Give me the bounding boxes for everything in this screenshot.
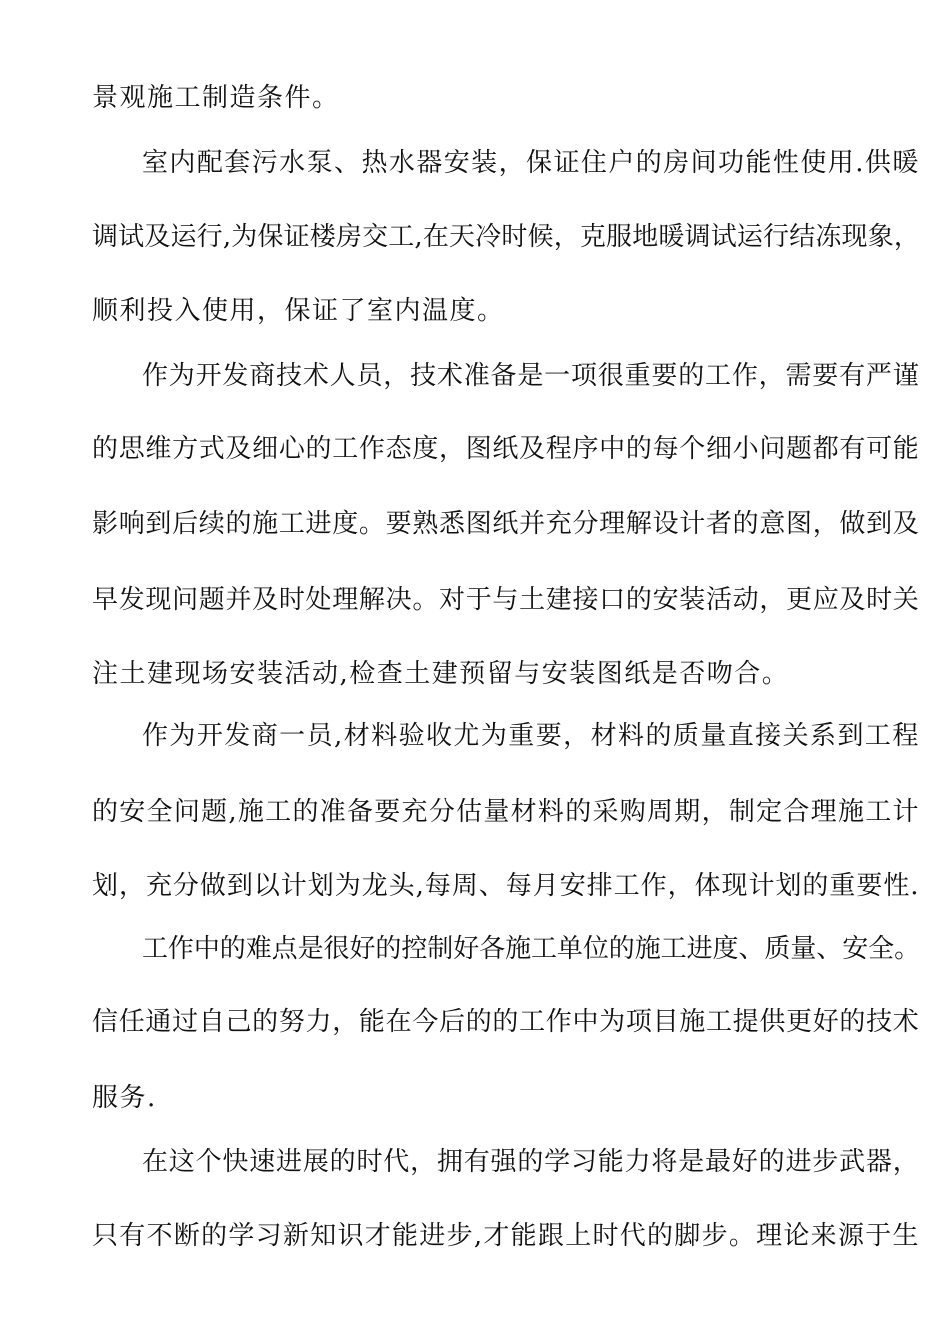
line-text: 作为开发商技术人员，技术准备是一项很重要的工作，需要有严谨: [142, 361, 920, 391]
text-line: [0, 504, 950, 544]
line-text: 影响到后续的施工进度。要熟悉图纸并充分理解设计者的意图，做到及: [92, 509, 920, 539]
line-text: 信任通过自己的努力，能在今后的的工作中为项目施工提供更好的技术: [92, 1007, 920, 1037]
line-text: 在这个快速进展的时代，拥有强的学习能力将是最好的进步武器，: [142, 1147, 920, 1177]
line-text: 的思维方式及细心的工作态度，图纸及程序中的每个细小问题都有可能: [92, 434, 920, 464]
text-line: [0, 217, 950, 257]
line-text: 划，充分做到以计划为龙头,每周、每月安排工作，体现计划的重要性.: [92, 871, 920, 901]
text-line: [0, 291, 950, 331]
text-line: [0, 580, 950, 620]
text-line: [0, 654, 950, 694]
line-text: 早发现问题并及时处理解决。对于与土建接口的安装活动，更应及时关: [92, 585, 920, 615]
text-line: [0, 1002, 950, 1042]
text-line: [0, 792, 950, 832]
line-text: 注土建现场安装活动,检查土建预留与安装图纸是否吻合。: [92, 659, 790, 689]
text-line: [0, 1216, 950, 1256]
line-text: 服务.: [92, 1083, 157, 1113]
line-text: 的安全问题,施工的准备要充分估量材料的采购周期，制定合理施工计: [92, 797, 920, 827]
text-line: [0, 1142, 950, 1182]
text-line: [0, 143, 950, 183]
text-line: [0, 429, 950, 469]
line-text: 室内配套污水泵、热水器安装，保证住户的房间功能性使用.供暖: [142, 148, 920, 178]
text-line: [0, 356, 950, 396]
line-text: 作为开发商一员,材料验收尤为重要，材料的质量直接关系到工程: [142, 721, 920, 751]
line-text: 景观施工制造条件。: [92, 83, 340, 113]
text-line: [0, 716, 950, 756]
text-line: [0, 1078, 950, 1118]
text-line: [0, 78, 950, 118]
line-text: 顺利投入使用，保证了室内温度。: [92, 296, 505, 326]
line-text: 工作中的难点是很好的控制好各施工单位的施工进度、质量、安全。: [142, 934, 921, 964]
line-text: 调试及运行,为保证楼房交工,在天冷时候，克服地暖调试运行结冻现象，: [92, 222, 921, 252]
text-line: [0, 929, 950, 969]
line-text: 只有不断的学习新知识才能进步,才能跟上时代的脚步。理论来源于生: [92, 1221, 920, 1251]
text-line: [0, 866, 950, 906]
